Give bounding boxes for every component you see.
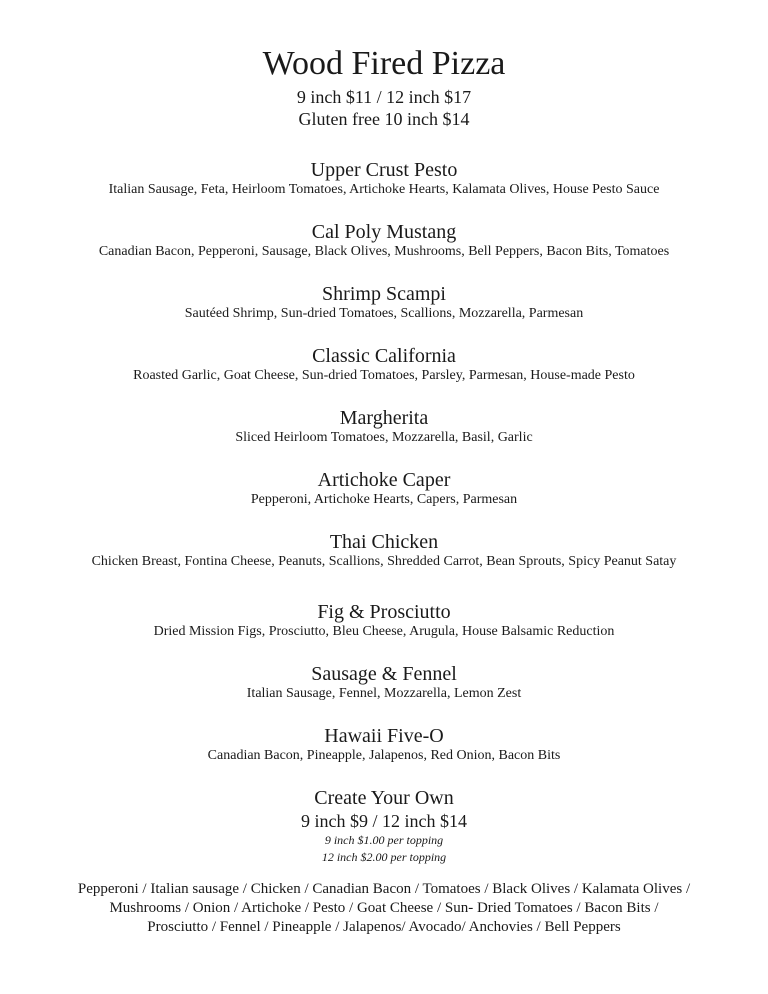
create-your-own-price: 9 inch $9 / 12 inch $14 <box>301 811 467 831</box>
pizza-name: Margherita <box>339 407 429 429</box>
topping-price-9-inch: 9 inch $1.00 per topping <box>324 833 444 847</box>
pizza-description: Roasted Garlic, Goat Cheese, Sun-dried Tomatoes, Parsley, Parmesan, House-made Pesto <box>133 368 635 383</box>
pizza-description: Sliced Heirloom Tomatoes, Mozzarella, Basil, Garlic <box>235 430 533 445</box>
pizza-description: Italian Sausage, Fennel, Mozzarella, Lemon Zest <box>246 686 522 701</box>
menu-title: Wood Fired Pizza <box>262 45 506 82</box>
pizza-name: Thai Chicken <box>329 531 439 553</box>
gluten-free-price: Gluten free 10 inch $14 <box>298 109 470 129</box>
pizza-description: Canadian Bacon, Pepperoni, Sausage, Black Olives, Mushrooms, Bell Peppers, Bacon Bits, Tomatoes <box>98 244 670 259</box>
pizza-description: Sautéed Shrimp, Sun-dried Tomatoes, Scallions, Mozzarella, Parmesan <box>184 306 584 321</box>
toppings-line: Prosciutto / Fennel / Pineapple / Jalapenos/ Avocado/ Anchovies / Bell Peppers <box>147 919 621 935</box>
pizza-description: Italian Sausage, Feta, Heirloom Tomatoes, Artichoke Hearts, Kalamata Olives, House Pesto Sauce <box>108 182 660 197</box>
pizza-name: Shrimp Scampi <box>322 283 446 305</box>
toppings-list <box>30 880 738 937</box>
create-your-own-title: Create Your Own <box>314 787 454 809</box>
pizza-description: Canadian Bacon, Pineapple, Jalapenos, Red Onion, Bacon Bits <box>207 748 561 763</box>
pizza-description: Dried Mission Figs, Prosciutto, Bleu Cheese, Arugula, House Balsamic Reduction <box>153 624 615 639</box>
pizza-description: Pepperoni, Artichoke Hearts, Capers, Parmesan <box>250 492 518 507</box>
pizza-name: Classic California <box>312 345 456 367</box>
pizza-size-prices: 9 inch $11 / 12 inch $17 <box>296 87 472 107</box>
pizza-name: Hawaii Five-O <box>324 725 444 747</box>
toppings-line: Mushrooms / Onion / Artichoke / Pesto / Goat Cheese / Sun- Dried Tomatoes / Bacon Bits / <box>109 900 659 916</box>
pizza-name: Fig & Prosciutto <box>317 601 451 623</box>
pizza-name: Sausage & Fennel <box>311 663 457 685</box>
pizza-name: Artichoke Caper <box>317 469 451 491</box>
pizza-name: Upper Crust Pesto <box>310 159 458 181</box>
pizza-description: Chicken Breast, Fontina Cheese, Peanuts, Scallions, Shredded Carrot, Bean Sprouts, Spicy Peanut Satay <box>91 554 677 569</box>
topping-price-12-inch: 12 inch $2.00 per topping <box>321 850 447 864</box>
toppings-line: Pepperoni / Italian sausage / Chicken / Canadian Bacon / Tomatoes / Black Olives / Kalamata Olives / <box>77 881 691 897</box>
pizza-name: Cal Poly Mustang <box>311 221 457 243</box>
